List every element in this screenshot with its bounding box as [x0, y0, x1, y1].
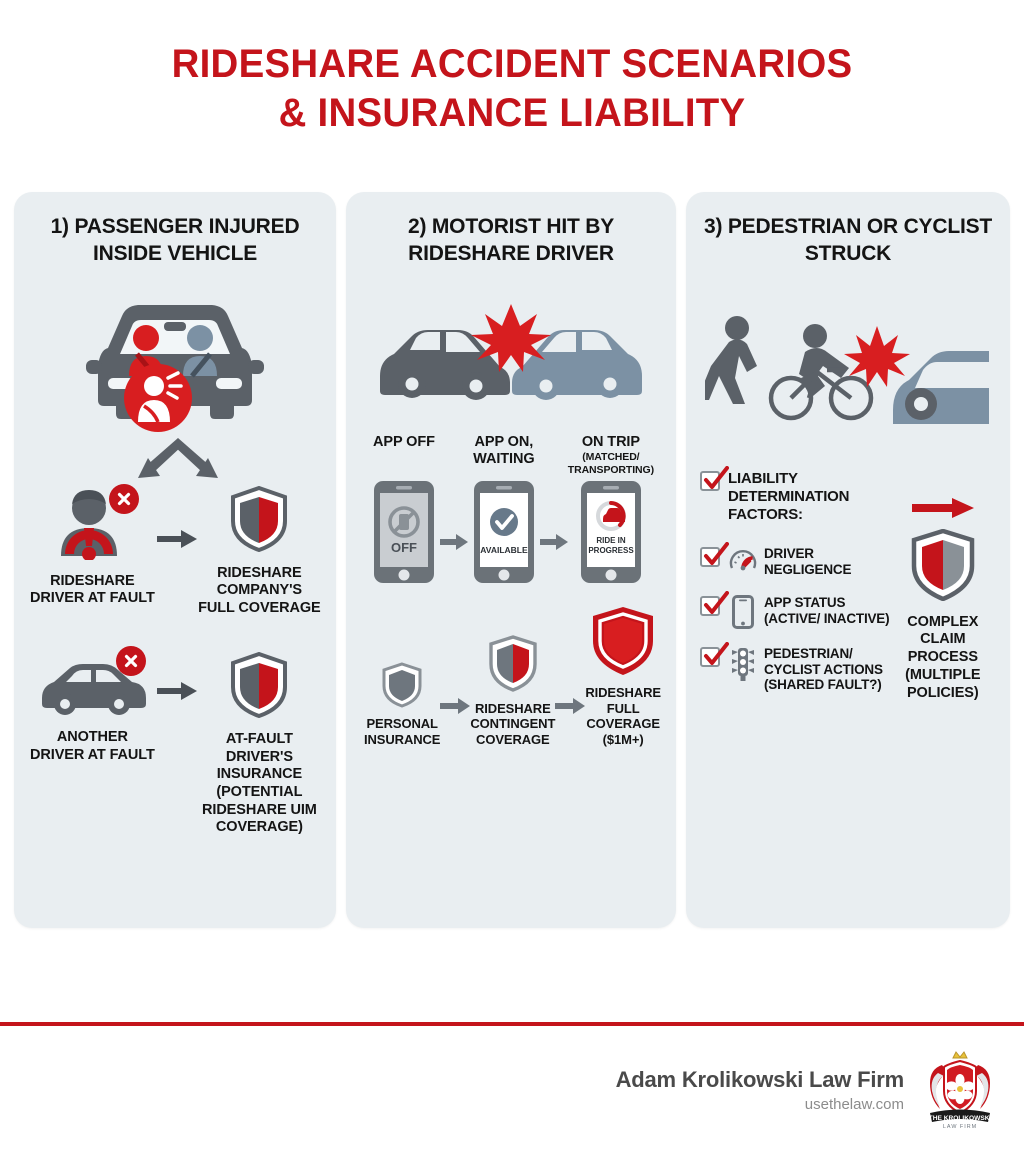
checklist-item-app-status — [700, 595, 890, 629]
title-line-2: & INSURANCE LIABILITY — [278, 90, 746, 135]
firm-website[interactable]: usethelaw.com — [804, 1096, 904, 1113]
branch-1-cause-label: RIDESHARE DRIVER AT FAULT — [30, 572, 155, 607]
panel-1-title: 1) PASSENGER INJURED INSIDE VEHICLE — [50, 215, 300, 265]
phase-3-sublabel: (MATCHED/ TRANSPORTING) — [567, 451, 654, 477]
liability-checklist — [700, 470, 996, 711]
rideshare-driver-at-fault-icon — [49, 486, 135, 565]
panel-pedestrian-cyclist — [686, 192, 1010, 928]
phase-1-label: APP OFF — [373, 433, 435, 450]
checkbox-checked-icon[interactable] — [700, 596, 720, 616]
arrow-right-icon — [555, 698, 585, 748]
coverage-personal-insurance — [364, 642, 440, 748]
checkbox-checked-icon[interactable] — [700, 471, 720, 491]
page-title — [0, 0, 1024, 138]
firm-name: Adam Krolikowski Law Firm — [615, 1067, 904, 1092]
arrow-right-icon — [440, 434, 468, 589]
checklist-item-2-label: APP STATUS (ACTIVE/ INACTIVE) — [764, 594, 890, 626]
x-circle-icon — [109, 484, 139, 514]
svg-text:AVAILABLE: AVAILABLE — [480, 544, 528, 555]
coverage-2-label: RIDESHARE CONTINGENT COVERAGE — [470, 700, 556, 748]
arrow-right-icon — [157, 486, 197, 548]
checklist-item-driver-negligence — [700, 546, 890, 578]
checklist-item-3-label: PEDESTRIAN/ CYCLIST ACTIONS (SHARED FAULT?) — [764, 645, 883, 693]
panel-passenger-injured — [14, 192, 336, 928]
branch-2-result-label: AT-FAULT DRIVER'S INSURANCE (POTENTIAL RIDESHARE UIM COVERAGE) — [202, 730, 317, 836]
coverage-escalation — [360, 611, 662, 748]
checkbox-checked-icon[interactable] — [700, 647, 720, 667]
traffic-light-icon — [728, 646, 758, 682]
arrow-right-icon — [540, 434, 568, 589]
branch-1-result-label: RIDESHARE COMPANY'S FULL COVERAGE — [198, 564, 321, 617]
smartphone-icon — [728, 595, 758, 629]
svg-text:OFF: OFF — [390, 539, 417, 555]
shield-half-red-icon — [230, 486, 288, 557]
phase-on-trip — [568, 434, 654, 589]
phone-off-icon — [373, 480, 435, 589]
shield-full-red-large-icon — [590, 611, 656, 677]
checklist-item-1-label: DRIVER NEGLIGENCE — [764, 545, 852, 577]
two-car-collision-icon — [360, 302, 662, 408]
scenario-panels — [14, 192, 1010, 928]
krolikowski-law-firm-crest-icon — [922, 1045, 998, 1136]
phase-app-on-waiting — [468, 434, 540, 589]
pedestrian-cyclist-car-collision-icon — [700, 312, 996, 424]
arrow-right-icon — [157, 652, 197, 700]
car-front-with-occupants-injury-icon — [28, 294, 322, 434]
coverage-rideshare-full — [585, 611, 661, 748]
panel-motorist-hit — [346, 192, 676, 928]
panel-3-title: 3) PEDESTRIAN OR CYCLIST STRUCK — [703, 215, 993, 265]
branch-arrows — [28, 436, 322, 482]
outcome-complex-claim — [890, 470, 996, 711]
coverage-rideshare-contingent — [470, 627, 555, 749]
speedometer-icon — [728, 546, 758, 574]
shield-half-red-icon — [230, 652, 288, 723]
car-side-gray-icon — [36, 652, 148, 721]
x-circle-icon — [116, 646, 146, 676]
phase-app-off — [368, 434, 440, 589]
panel-2-title: 2) MOTORIST HIT BY RIDESHARE DRIVER — [407, 215, 615, 265]
checklist-item-pedestrian-actions — [700, 646, 890, 694]
branch-2-cause-label: ANOTHER DRIVER AT FAULT — [30, 728, 155, 763]
branch-another-driver-at-fault — [28, 652, 322, 837]
svg-text:PROGRESS: PROGRESS — [588, 545, 634, 555]
checkbox-checked-icon[interactable] — [700, 547, 720, 567]
coverage-1-label: PERSONAL INSURANCE — [364, 716, 441, 748]
checklist-heading: LIABILITY DETERMINATION FACTORS: — [728, 469, 850, 523]
red-arrow-right-icon — [912, 498, 974, 523]
title-line-1: RIDESHARE ACCIDENT SCENARIOS — [171, 42, 853, 86]
shield-half-red-medium-icon — [488, 627, 538, 693]
svg-text:RIDE IN: RIDE IN — [596, 535, 626, 545]
shield-half-red-left-icon — [911, 529, 975, 606]
checklist-heading-item — [700, 470, 890, 524]
phone-available-icon — [473, 480, 535, 589]
app-status-sequence — [360, 434, 662, 589]
phone-ride-in-progress-icon — [580, 480, 642, 589]
phase-2-label: APP ON, WAITING — [473, 433, 535, 468]
footer — [0, 1026, 1024, 1154]
shield-gray-small-icon — [382, 642, 422, 708]
crest-banner-text: THE KROLIKOWSKI — [928, 1114, 992, 1122]
branch-rideshare-driver-at-fault — [28, 486, 322, 618]
phase-3-label: ON TRIP — [581, 433, 640, 450]
crest-sub-text: LAW FIRM — [942, 1123, 978, 1130]
arrow-right-icon — [440, 698, 470, 748]
outcome-label: COMPLEX CLAIM PROCESS (MULTIPLE POLICIES) — [905, 613, 981, 701]
coverage-3-label: RIDESHARE FULL COVERAGE ($1M+) — [585, 684, 661, 748]
